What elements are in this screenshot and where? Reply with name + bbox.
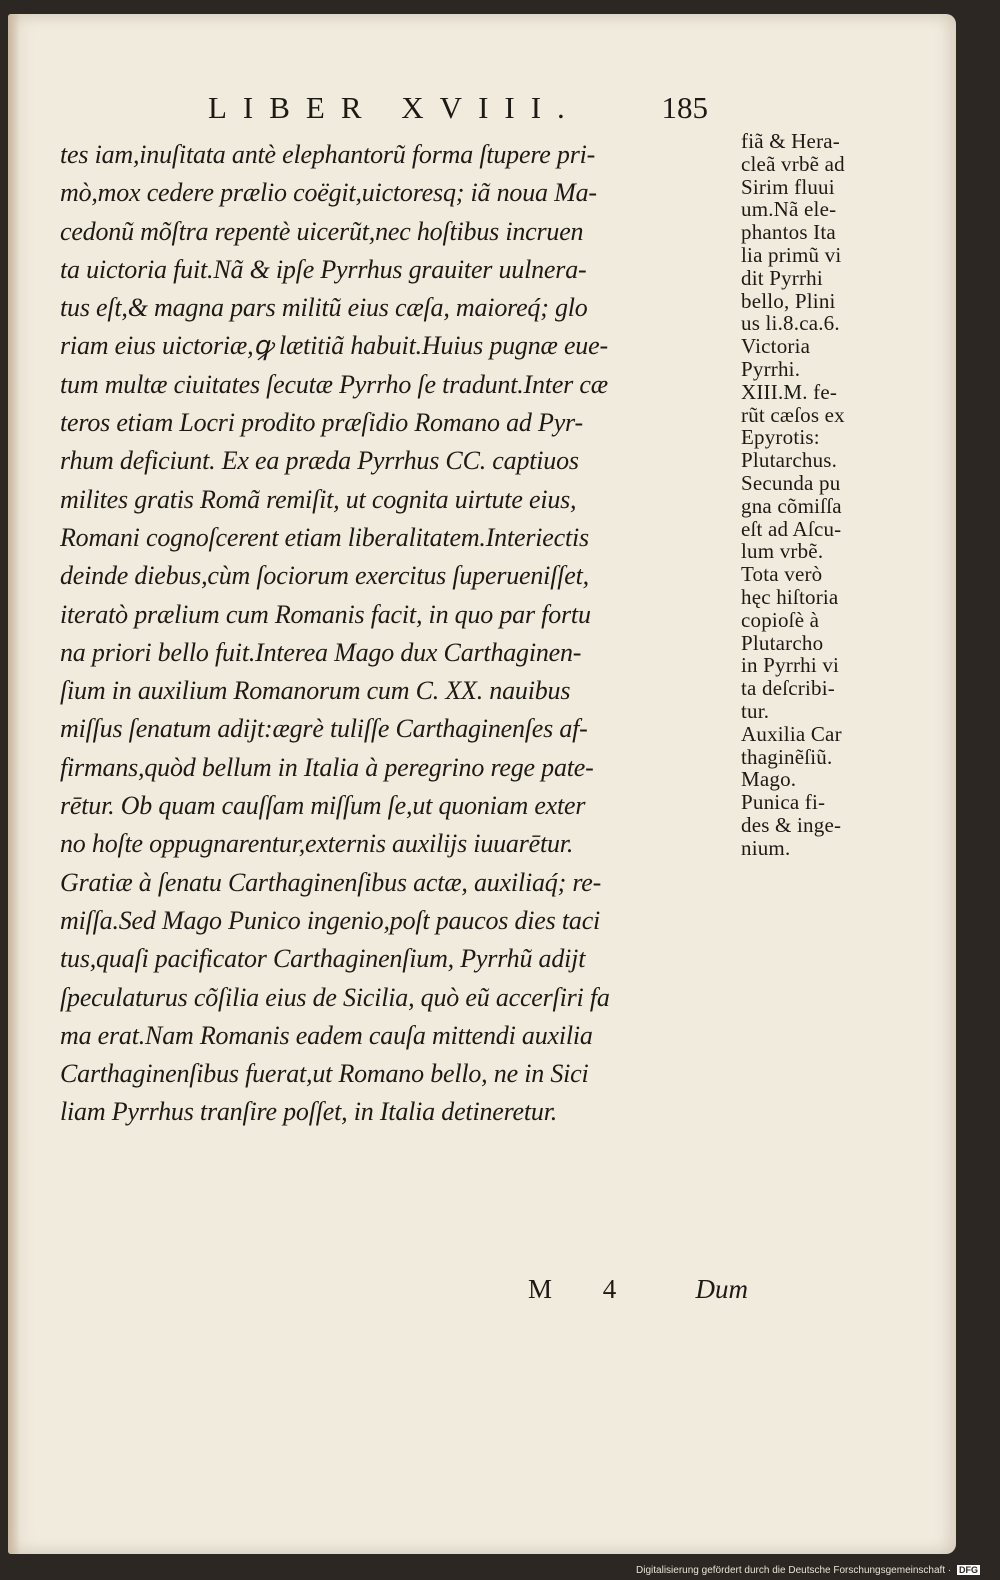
text-line: firmans,quòd bellum in Italia à peregrino rege pate-: [60, 752, 594, 782]
text-line: tes iam,inuſitata antè elephantorũ forma ſtupere pri-: [60, 140, 596, 169]
margin-note-line: Tota verò: [741, 562, 823, 587]
margin-note-line: Plutarcho: [741, 630, 824, 655]
main-text-block: [60, 136, 740, 1132]
margin-note-line: des & inge-: [741, 812, 842, 837]
text-line: deinde diebus,cùm ſociorum exercitus ſuperueniſſet,: [60, 561, 589, 591]
margin-note-line: dit Pyrrhi: [741, 265, 823, 290]
text-line: Carthaginenſibus fuerat,ut Romano bello, ne in Sici: [60, 1059, 589, 1089]
text-line: tus,quaſi pacificator Carthaginenſium, Pyrrhũ adijt: [60, 944, 586, 974]
margin-note-line: us li.8.ca.6.: [741, 311, 840, 336]
margin-note-line: Auxilia Car: [741, 721, 842, 746]
text-line: ſpeculaturus cõſilia eius de Sicilia, quò eũ accerſiri fa: [60, 982, 610, 1012]
page-header: [208, 90, 708, 130]
margin-note-line: cleã vrbẽ ad: [741, 151, 845, 176]
text-line: tum multæ ciuitates ſecutæ Pyrrho ſe tradunt.Inter cæ: [60, 369, 608, 399]
margin-note-line: hęc hiſtoria: [741, 584, 839, 609]
text-line: miſſus ſenatum adijt:ægrè tuliſſe Carthaginenſes af-: [60, 714, 588, 744]
margin-note-line: Plutarchus.: [741, 448, 838, 473]
margin-note-line: gna cõmiſſa: [741, 493, 842, 518]
book-page: [8, 14, 956, 1554]
text-line: Romani cognoſcerent etiam liberalitatem.Interiectis: [60, 522, 589, 552]
margin-note-line: Pyrrhi.: [741, 356, 801, 381]
text-line: milites gratis Romã remiſit, ut cognita uirtute eius,: [60, 484, 577, 514]
signature-mark: M 4: [528, 1274, 639, 1304]
text-line: rētur. Ob quam cauſſam miſſum ſe,ut quoniam exter: [60, 791, 586, 821]
margin-note-line: eſt ad Aſcu-: [741, 516, 842, 541]
text-line: teros etiam Locri prodito præſidio Romano ad Pyr-: [60, 408, 583, 438]
margin-note-line: tur.: [741, 698, 770, 723]
margin-note-line: fiã & Hera-: [741, 129, 840, 153]
text-line: ſium in auxilium Romanorum cum C. XX. nauibus: [60, 676, 571, 706]
margin-note-line: copioſè à: [741, 607, 820, 632]
margin-note-line: Mago.: [741, 767, 797, 792]
running-title: LIBER XVIII.: [208, 90, 581, 125]
text-line: miſſa.Sed Mago Punico ingenio,poſt paucos dies taci: [60, 905, 601, 935]
digitization-credit: [636, 1565, 980, 1576]
text-line: iteratò prælium cum Romanis facit, in quo par fortu: [60, 599, 591, 629]
margin-note-line: bello, Plini: [741, 288, 836, 313]
margin-note-line: ta deſcribi-: [741, 676, 835, 701]
margin-note-line: Secunda pu: [741, 470, 841, 495]
margin-note-line: lia primũ vi: [741, 242, 842, 267]
margin-note-line: Epyrotis:: [741, 425, 820, 450]
margin-note-line: rũt cæſos ex: [741, 402, 845, 427]
text-line: cedonũ mõſtra repentè uicerũt,nec hoſtibus incruen: [60, 216, 584, 246]
dfg-logo: DFG: [959, 1565, 978, 1575]
margin-note-line: nium.: [741, 835, 791, 860]
margin-note-line: um.Nã ele-: [741, 197, 837, 222]
text-line: liam Pyrrhus tranſire poſſet, in Italia detineretur.: [60, 1097, 558, 1127]
marginal-notes: [741, 130, 906, 860]
page-footer: [528, 1274, 748, 1314]
text-line: no hoſte oppugnarentur,externis auxilijs iuuarētur.: [60, 829, 574, 859]
text-line: riam eius uictoriæ,ꝙ lætitiã habuit.Huius pugnæ eue-: [60, 331, 608, 361]
margin-note-line: phantos Ita: [741, 220, 836, 245]
margin-note-line: XIII.M. fe-: [741, 379, 838, 404]
credit-text: Digitalisierung gefördert durch die Deutsche Forschungsgemeinschaft ·: [636, 1565, 952, 1576]
text-line: rhum deficiunt. Ex ea præda Pyrrhus CC. captiuos: [60, 446, 579, 476]
margin-note-line: Sirim fluui: [741, 174, 835, 199]
catchword: Dum: [695, 1274, 748, 1304]
text-line: tus eſt,& magna pars militũ eius cæſa, maioreq́; glo: [60, 293, 588, 323]
text-line: ta uictoria fuit.Nã & ipſe Pyrrhus grauiter uulnera-: [60, 254, 587, 284]
margin-note-line: Victoria: [741, 334, 811, 359]
text-line: Gratiæ à ſenatu Carthaginenſibus actæ, auxiliaq́; re-: [60, 867, 602, 897]
margin-note-line: lum vrbẽ.: [741, 539, 824, 564]
page-number: 185: [661, 90, 708, 125]
text-line: ma erat.Nam Romanis eadem cauſa mittendi auxilia: [60, 1020, 593, 1050]
margin-note-line: Punica fi-: [741, 790, 826, 815]
margin-note-line: in Pyrrhi vi: [741, 653, 840, 678]
text-line: na priori bello fuit.Interea Mago dux Carthaginen-: [60, 637, 582, 667]
margin-note-line: thaginẽſiũ.: [741, 744, 833, 769]
text-line: mò,mox cedere prælio coëgit,uictoresq; iã noua Ma-: [60, 178, 597, 208]
